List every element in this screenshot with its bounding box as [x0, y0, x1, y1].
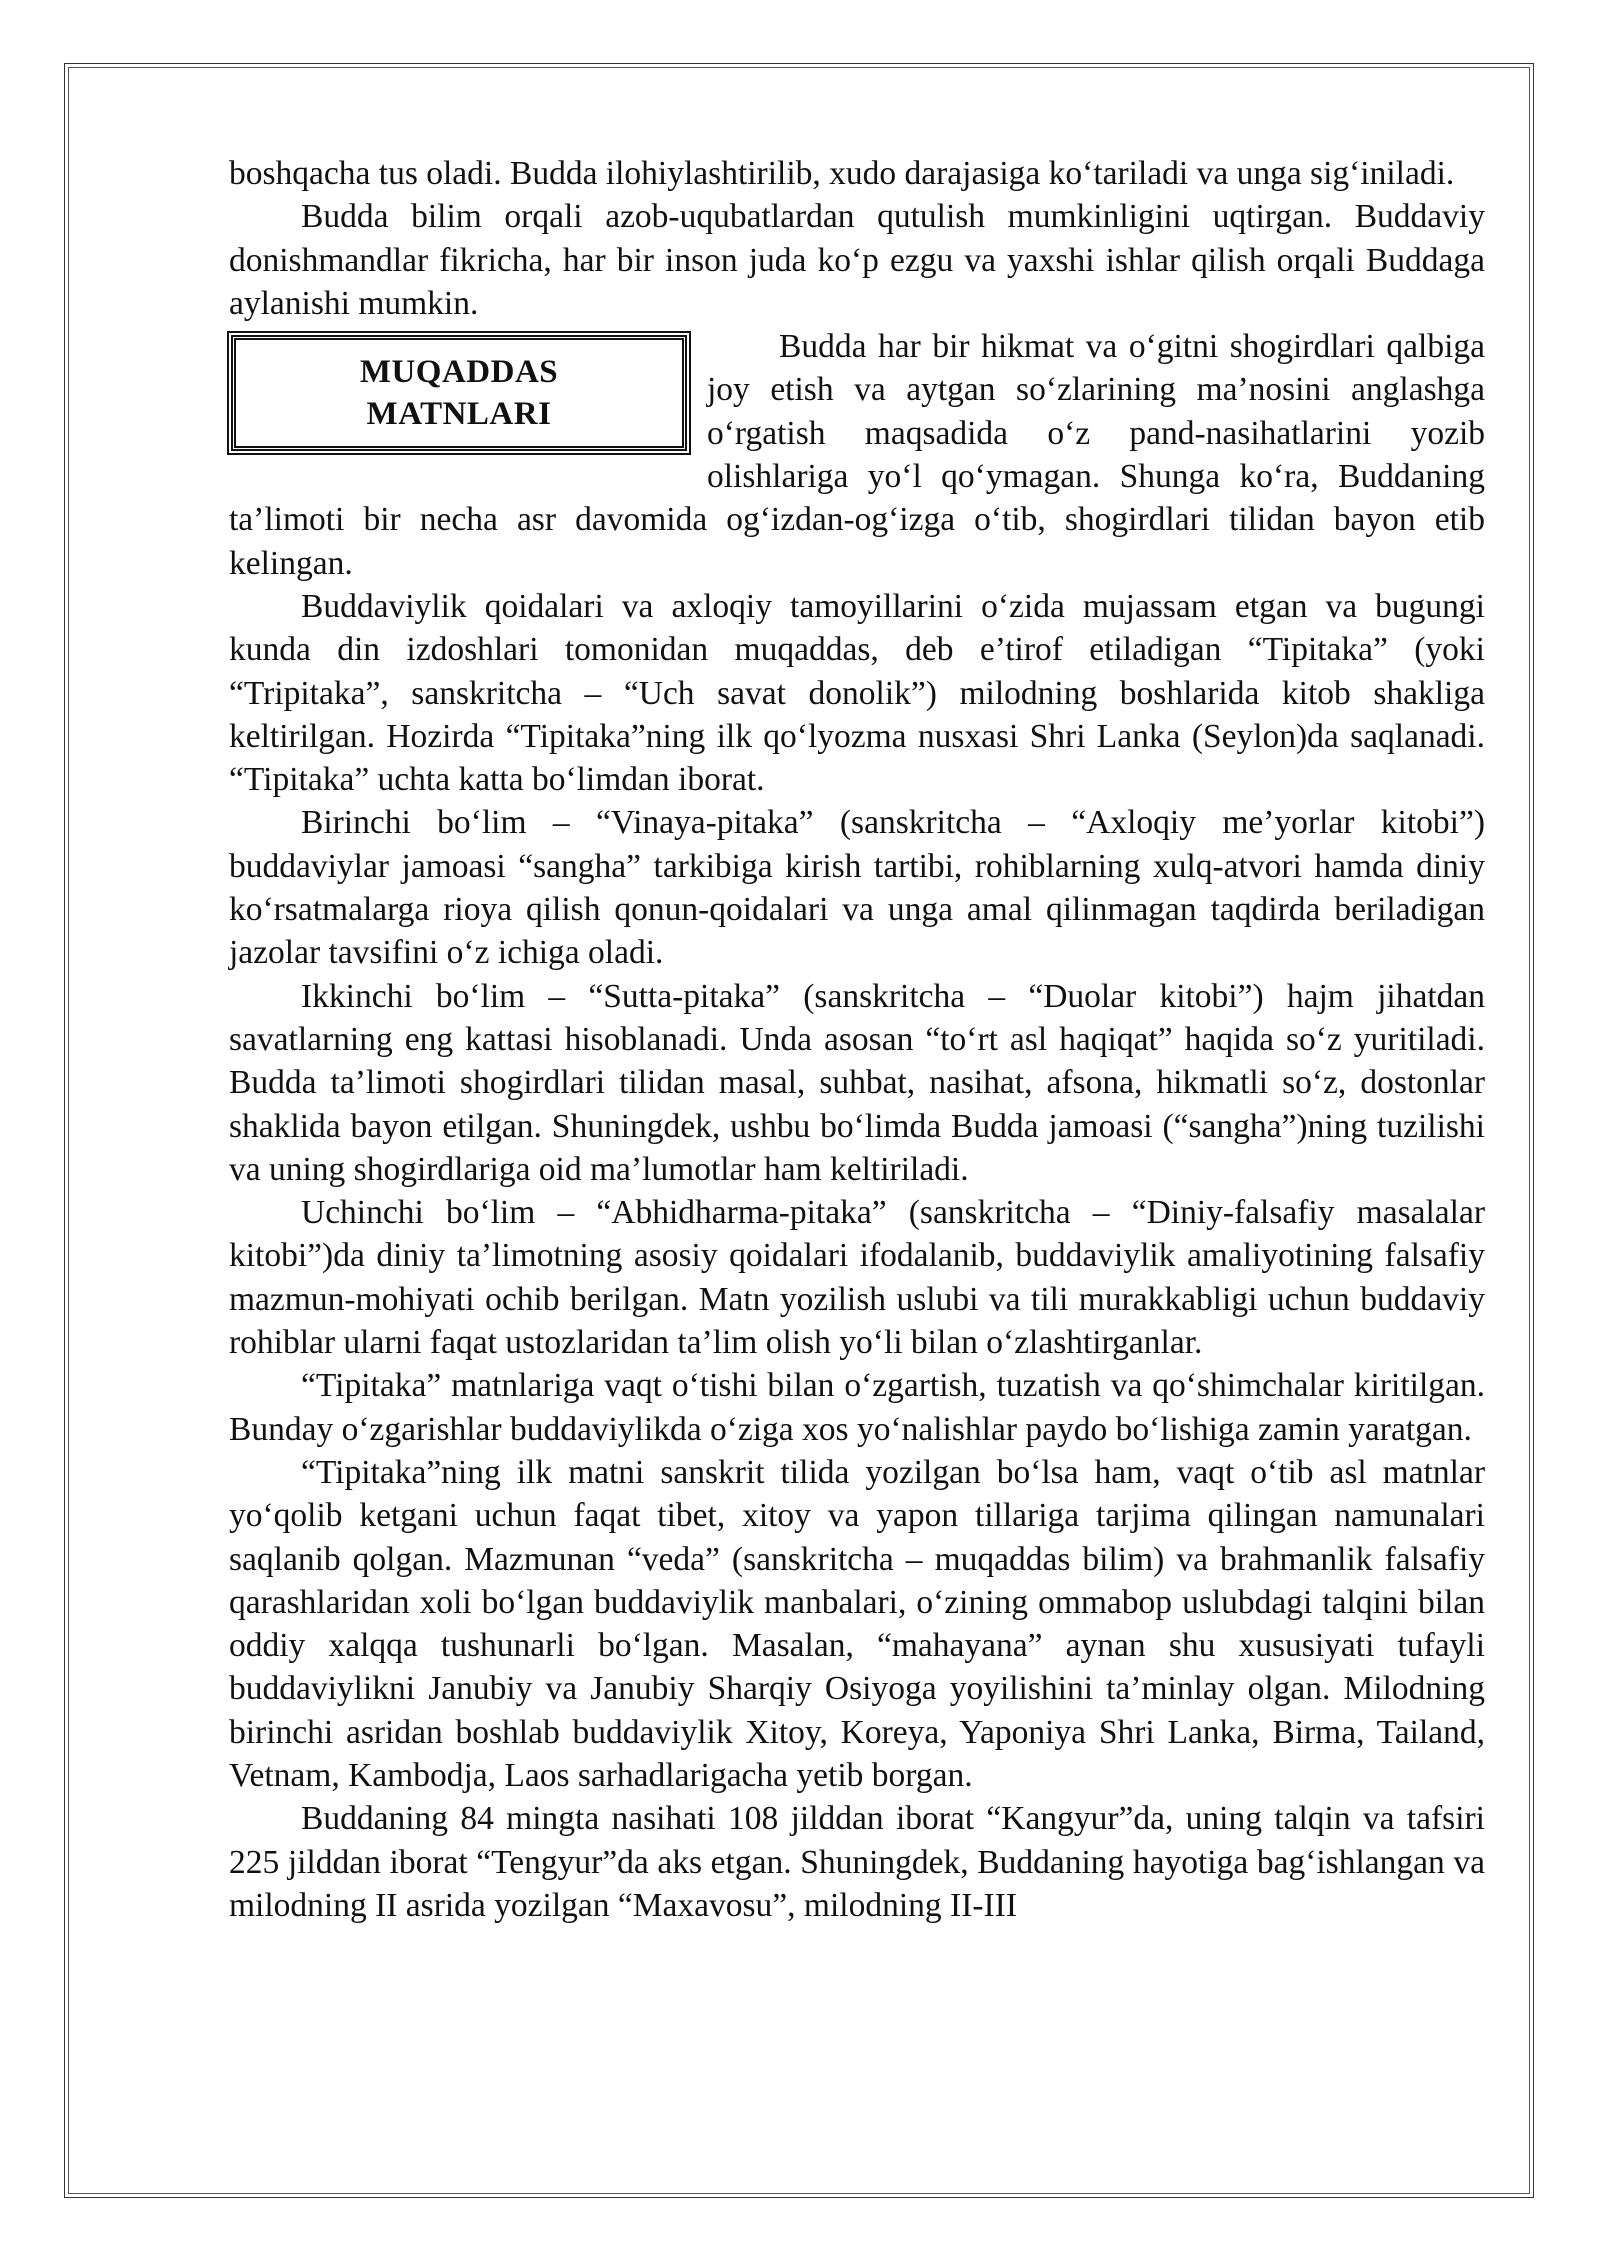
paragraph: Uchinchi bo‘lim – “Abhidharma-pitaka” (sanskritcha – “Diniy-falsafiy masalalar kitobi”)da diniy ta’limotning asosiy qoidalari ifodalanib, buddaviylik amaliyotining falsafiy mazmun-mohiyati ochib berilgan. Matn yozilish uslubi va tili murakkabligi uchun buddaviy rohiblar ularni faqat ustozlaridan ta’lim olish yo‘li bilan o‘zlashtirganlar. [229, 1194, 1485, 1362]
paragraph: Budda bilim orqali azob-uqubatlardan qutulish mumkinligini uqtirgan. Buddaviy donishmandlar fikricha, har bir inson juda ko‘p ezgu va yaxshi ishlar qilish orqali Buddaga aylanishi mumkin. [229, 198, 1485, 322]
paragraph: Ikkinchi bo‘lim – “Sutta-pitaka” (sanskritcha – “Duolar kitobi”) hajm jihatdan savatlarning eng kattasi hisoblanadi. Unda asosan “to‘rt asl haqiqat” haqida so‘z yuritiladi. Budda ta’limoti shogirdlari tilidan masal, suhbat, nasihat, afsona, hikmatli so‘z, dostonlar shaklida bayon etilgan. Shuningdek, ushbu bo‘limda Budda jamoasi (“sangha”)ning tuzilishi va uning shogirdlariga oid ma’lumotlar ham keltiriladi. [229, 977, 1485, 1188]
paragraph: “Tipitaka” matnlariga vaqt o‘tishi bilan o‘zgartish, tuzatish va qo‘shimchalar kiritilgan. Bunday o‘zgarishlar buddaviylikda o‘ziga xos yo‘nalishlar paydo bo‘lishiga zamin yaratgan. [229, 1367, 1485, 1448]
paragraph: Birinchi bo‘lim – “Vinaya-pitaka” (sanskritcha – “Axloqiy me’yorlar kitobi”) buddaviylar jamoasi “sangha” tarkibiga kirish tartibi, rohiblarning xulq-atvori hamda diniy ko‘rsatmalarga rioya qilish qonun-qoidalari va unga amal qilinmagan taqdirda beriladigan jazolar tavsifini o‘z ichiga oladi. [229, 804, 1485, 972]
paragraph: Buddaviylik qoidalari va axloqiy tamoyillarini o‘zida mujassam etgan va bugungi kunda din izdoshlari tomonidan muqaddas, deb e’tirof etiladigan “Tipitaka” (yoki “Tripitaka”, sanskritcha – “Uch savat donolik”) milodning boshlarida kitob shakliga keltirilgan. Hozirda “Tipitaka”ning ilk qo‘lyozma nusxasi Shri Lanka (Seylon)da saqlanadi. “Tipitaka” uchta katta bo‘limdan iborat. [229, 587, 1485, 799]
paragraph: “Tipitaka”ning ilk matni sanskrit tilida yozilgan bo‘lsa ham, vaqt o‘tib asl matnlar yo‘qolib ketgani uchun faqat tibet, xitoy va yapon tillariga tarjima qilingan namunalari saqlanib qolgan. Mazmunan “veda” (sanskritcha – muqaddas bilim) va brahmanlik falsafiy qarashlaridan xoli bo‘lgan buddaviylik manbalari, o‘zining ommabop uslubdagi talqini bilan oddiy xalqqa tushunarli bo‘lgan. Masalan, “mahayana” aynan shu xususiyati tufayli buddaviylikni Janubiy va Janubiy Sharqiy Osiyoga yoyilishini ta’minlay olgan. Milodning birinchi asridan boshlab buddaviylik Xitoy, Koreya, Yaponiya Shri Lanka, Birma, Tailand, Vetnam, Kambodja, Laos sarhadlarigacha yetib borgan. [229, 1453, 1485, 1794]
paragraph: Buddaning 84 mingta nasihati 108 jilddan iborat “Kangyur”da, uning talqin va tafsiri 225 jilddan iborat “Tengyur”da aks etgan. Shuningdek, Buddaning hayotiga bag‘ishlangan va milodning II asrida yozilgan “Maxavosu”, milodning II-III [229, 1800, 1485, 1924]
paragraph: Budda har bir hikmat va o‘gitni shogirdlari qalbiga joy etish va aytgan so‘zlarining ma’nosini anglashga o‘rgatish maqsadida o‘z pand-nasihatlarini yozib olishlariga yo‘l qo‘ymagan. Shunga ko‘ra, Buddaning ta’limoti bir necha asr davomida og‘izdan-og‘izga o‘tib, shogirdlari tilidan bayon etib kelingan. [229, 328, 1485, 582]
section-heading: MUQADDAS MATNLARI [359, 354, 559, 433]
paragraph-continuation: boshqacha tus oladi. Budda ilohiylashtirilib, xudo darajasiga ko‘tariladi va unga sig‘iniladi. [229, 155, 1455, 192]
section-heading-box [231, 335, 687, 451]
document-body [229, 152, 1485, 1927]
